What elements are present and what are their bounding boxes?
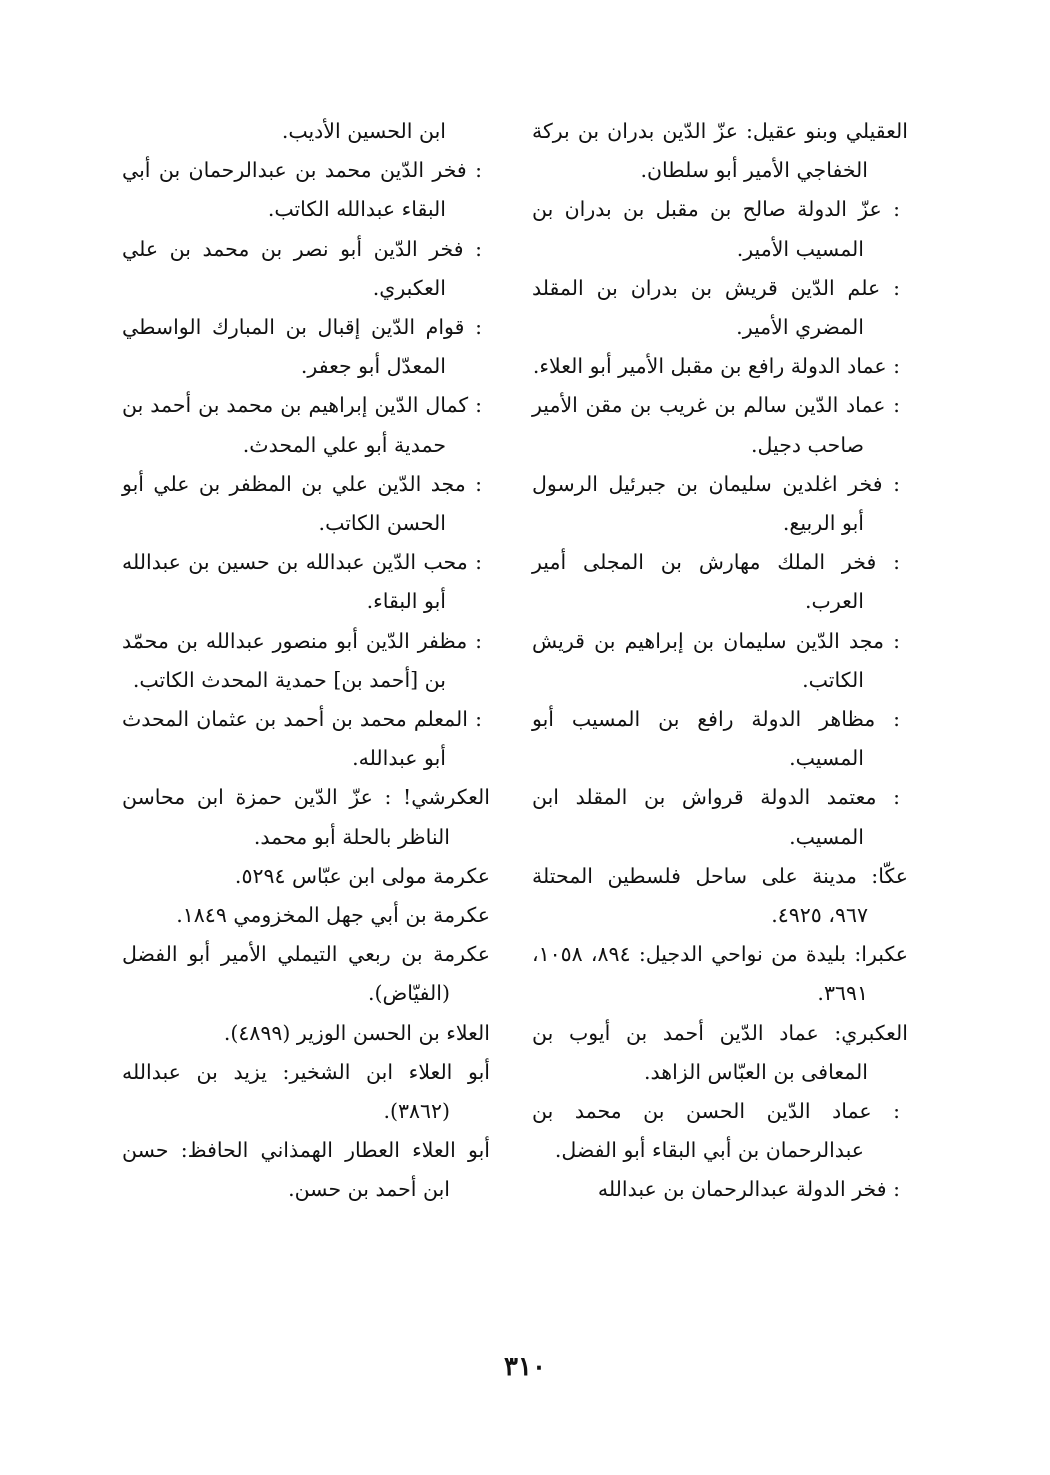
index-entry: : كمال الدّين إبراهيم بن محمد بن أحمد بن حمدية أبو علي المحدث. <box>122 393 482 457</box>
index-entry: العقيلي وبنو عقيل: عزّ الدّين بدران بن بركة الخفاجي الأمير أبو سلطان. <box>532 119 908 183</box>
index-entry: : فخر الدّين أبو نصر بن محمد بن علي العكبري. <box>122 236 482 300</box>
index-entry: ابن الحسين الأديب. <box>281 119 446 143</box>
index-entry: : مجد الدّين علي بن المظفر بن علي أبو الحسن الكاتب. <box>122 471 482 536</box>
index-entry: : فخر الملك مهارش بن المجلى أمير العرب. <box>532 550 900 614</box>
index-entry: عكرمة بن ربعي التيملي الأمير أبو الفضل (الفيّاض). <box>122 942 490 1006</box>
index-entry: : المعلم محمد بن أحمد بن عثمان المحدث أبو عبدالله. <box>122 707 482 771</box>
index-entry: العكبري: عماد الدّين أحمد بن أيوب بن المعافى بن العبّاس الزاهد. <box>532 1020 908 1084</box>
index-entry: عكرمة مولى ابن عبّاس ٥٢٩٤. <box>234 863 490 888</box>
index-entry: أبو العلاء ابن الشخير: يزيد بن عبدالله (٣٨٦٢). <box>122 1059 490 1124</box>
index-entry: : عماد الدولة رافع بن مقبل الأمير أبو العلاء. <box>532 354 900 379</box>
index-entry: : مظفر الدّين أبو منصور عبدالله بن محمّد بن [أحمد بن] حمدية المحدث الكاتب. <box>122 628 482 692</box>
page-number: ٣١٠ <box>504 1352 546 1382</box>
left-column <box>122 112 490 1210</box>
index-entry: أبو العلاء العطار الهمذاني الحافظ: حسن ابن أحمد بن حسن. <box>122 1138 490 1202</box>
index-entry: : محب الدّين عبدالله بن حسين بن عبدالله أبو البقاء. <box>122 550 482 614</box>
index-entry: : مظاهر الدولة رافع بن المسيب أبو المسيب. <box>532 707 900 771</box>
index-entry: : معتمد الدولة قرواش بن المقلد ابن المسيب. <box>532 785 900 849</box>
index-entry: عكبرا: بليدة من نواحي الدجيل: ٨٩٤، ١٠٥٨، ٣٦٩١. <box>532 942 908 1006</box>
index-entry: عكّا: مدينة على ساحل فلسطين المحتلة ٩٦٧، ٤٩٢٥. <box>532 863 908 928</box>
index-entry: : فخر الدولة عبدالرحمان بن عبدالله <box>597 1177 900 1202</box>
index-entry: : علم الدّين قريش بن بدران بن المقلد المضري الأمير. <box>532 275 900 340</box>
index-entry: : فخر اغلدين سليمان بن جبرئيل الرسول أبو الربيع. <box>532 471 900 536</box>
index-entry: : عزّ الدولة صالح بن مقبل بن بدران بن المسيب الأمير. <box>532 197 900 261</box>
right-column <box>532 112 908 1210</box>
index-entry: : عماد الدّين الحسن بن محمد بن عبدالرحمان بن أبي البقاء أبو الفضل. <box>532 1099 900 1163</box>
index-entry: العلاء بن الحسن الوزير (٤٨٩٩). <box>223 1020 490 1045</box>
index-entry: عكرمة بن أبي جهل المخزومي ١٨٤٩. <box>176 903 490 928</box>
index-entry: : فخر الدّين محمد بن عبدالرحمان بن أبي البقاء عبدالله الكاتب. <box>122 158 482 222</box>
index-entry: : قوام الدّين إقبال بن المبارك الواسطي المعدّل أبو جعفر. <box>122 315 482 379</box>
index-entry: : عماد الدّين سالم بن غريب بن مقن الأمير صاحب دجيل. <box>532 393 900 457</box>
index-entry: : مجد الدّين سليمان بن إبراهيم بن قريش الكاتب. <box>532 628 900 692</box>
index-entry: العكرشي! : عزّ الدّين حمزة ابن محاسن الناظر بالحلة أبو محمد. <box>122 785 490 849</box>
